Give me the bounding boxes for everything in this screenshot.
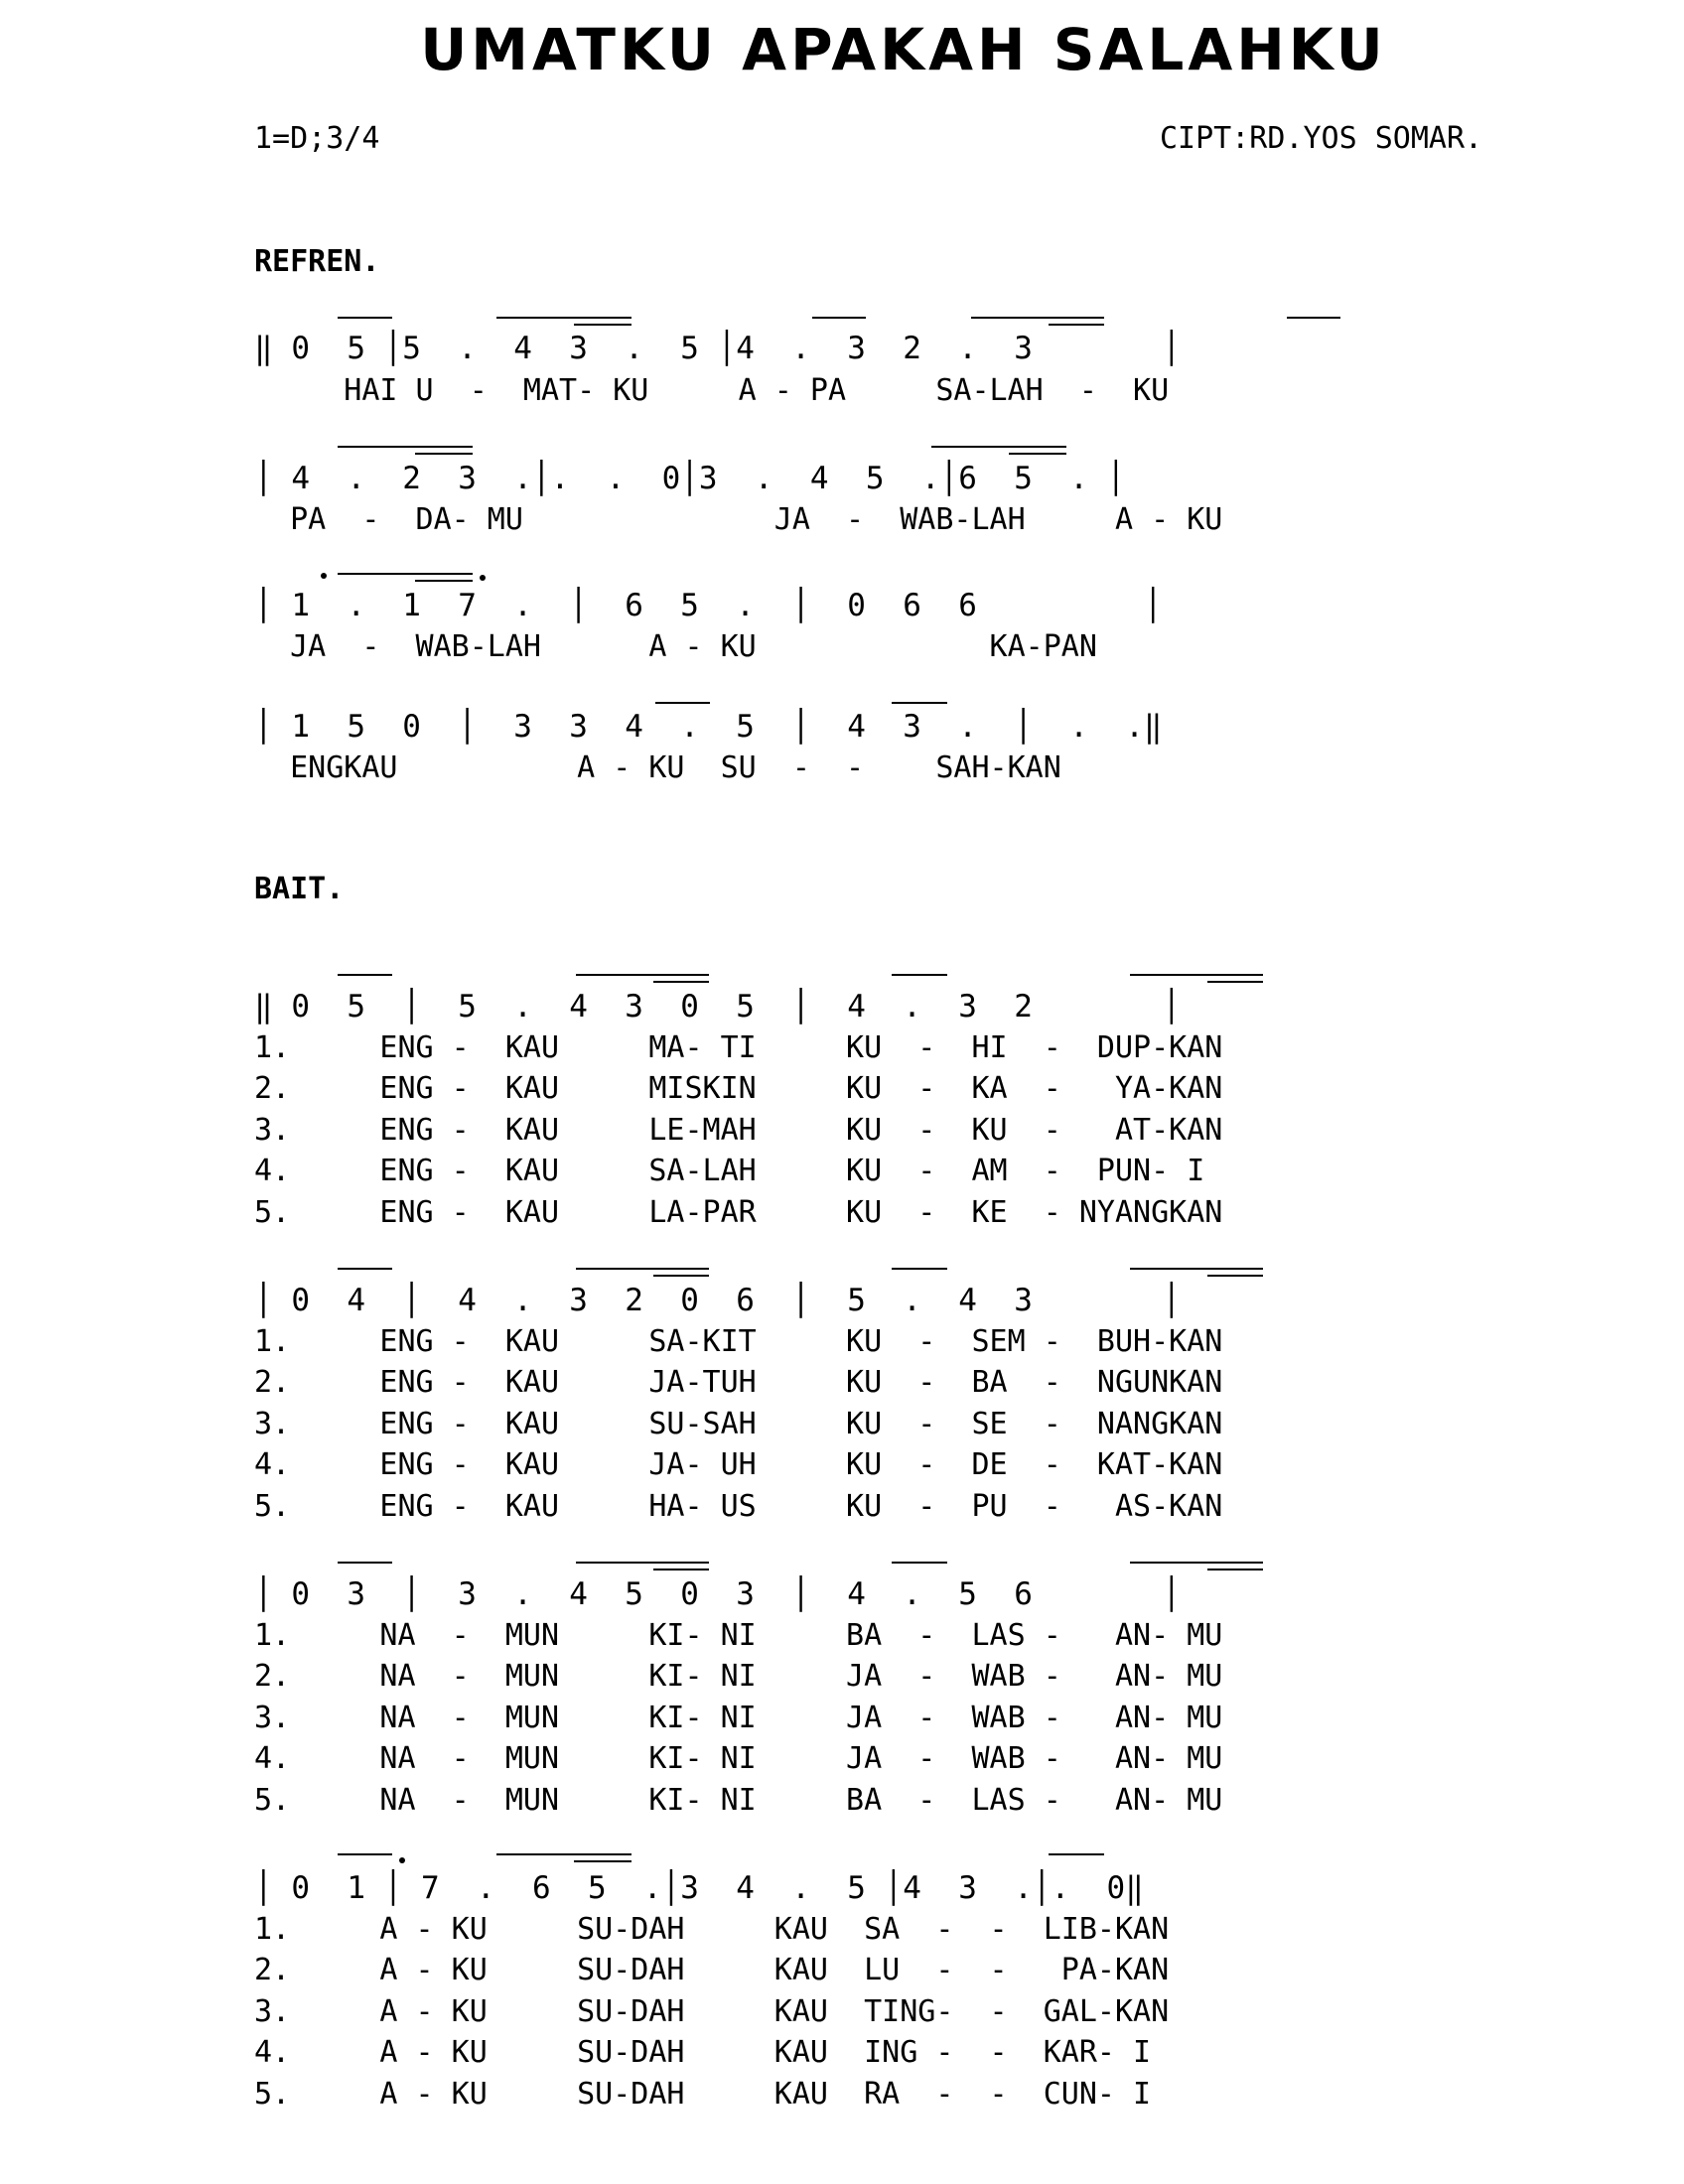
refren-lyrics-row-3: JA - WAB-LAH A - KU KA-PAN [254, 629, 1097, 664]
song-title: UMATKU APAKAH SALAHKU [420, 16, 1387, 83]
bait-lyric-line: 3. A - KU SU-DAH KAU TING- - GAL-KAN [254, 1994, 1170, 2029]
refren-notes-row-3: │ 1 . 1 7 . │ 6 5 . │ 0 6 6 │ [254, 588, 1163, 623]
refren-lyrics-row-1: HAI U - MAT- KU A - PA SA-LAH - KU [254, 373, 1170, 408]
bait-lyric-line: 2. NA - MUN KI- NI JA - WAB - AN- MU [254, 1659, 1223, 1694]
bait-notes-row-3: │ 0 3 │ 3 . 4 5 0 3 │ 4 . 5 6 │ [254, 1576, 1182, 1612]
bait-lyric-line: 1. A - KU SU-DAH KAU SA - - LIB-KAN [254, 1912, 1170, 1947]
bait-lyric-line: 3. NA - MUN KI- NI JA - WAB - AN- MU [254, 1701, 1223, 1735]
bait-lyric-line: 1. ENG - KAU SA-KIT KU - SEM - BUH-KAN [254, 1324, 1223, 1359]
refren-heading: REFREN. [254, 244, 380, 279]
bait-lyric-line: 4. A - KU SU-DAH KAU ING - - KAR- I [254, 2035, 1152, 2070]
bait-notes-row-4: │ 0 1 │ 7 . 6 5 .│3 4 . 5 │4 3 .│. 0‖ [254, 1870, 1144, 1906]
bait-lyric-line: 4. ENG - KAU SA-LAH KU - AM - PUN- I [254, 1154, 1205, 1188]
composer-credit: CIPT:RD.YOS SOMAR. [1160, 121, 1483, 156]
refren-notes-row-1: ‖ 0 5 │5 . 4 3 . 5 │4 . 3 2 . 3 │ [254, 331, 1182, 366]
refren-lyrics-row-2: PA - DA- MU JA - WAB-LAH A - KU [254, 502, 1223, 537]
bait-notes-row-2: │ 0 4 │ 4 . 3 2 0 6 │ 5 . 4 3 │ [254, 1283, 1182, 1318]
bait-lyric-line: 4. ENG - KAU JA- UH KU - DE - KAT-KAN [254, 1447, 1223, 1482]
bait-lyric-line: 5. A - KU SU-DAH KAU RA - - CUN- I [254, 2077, 1152, 2112]
refren-lyrics-row-4: ENGKAU A - KU SU - - SAH-KAN [254, 751, 1061, 785]
bait-lyric-line: 1. ENG - KAU MA- TI KU - HI - DUP-KAN [254, 1030, 1223, 1065]
bait-lyric-line: 5. ENG - KAU LA-PAR KU - KE - NYANGKAN [254, 1195, 1223, 1230]
bait-lyric-line: 2. ENG - KAU JA-TUH KU - BA - NGUNKAN [254, 1365, 1223, 1400]
refren-notes-row-4: │ 1 5 0 │ 3 3 4 . 5 │ 4 3 . │ . .‖ [254, 709, 1163, 745]
key-signature: 1=D;3/4 [254, 121, 380, 156]
bait-heading: BAIT. [254, 872, 345, 906]
bait-lyric-line: 3. ENG - KAU SU-SAH KU - SE - NANGKAN [254, 1407, 1223, 1441]
bait-lyric-line: 2. ENG - KAU MISKIN KU - KA - YA-KAN [254, 1071, 1223, 1106]
bait-lyric-line: 2. A - KU SU-DAH KAU LU - - PA-KAN [254, 1953, 1170, 1987]
bait-lyric-line: 1. NA - MUN KI- NI BA - LAS - AN- MU [254, 1618, 1223, 1653]
dot [321, 573, 327, 579]
bait-lyric-line: 3. ENG - KAU LE-MAH KU - KU - AT-KAN [254, 1113, 1223, 1148]
dot [480, 575, 486, 581]
dot [399, 1857, 405, 1863]
bait-lyric-line: 5. NA - MUN KI- NI BA - LAS - AN- MU [254, 1783, 1223, 1818]
bait-lyric-line: 5. ENG - KAU HA- US KU - PU - AS-KAN [254, 1489, 1223, 1524]
bait-lyric-line: 4. NA - MUN KI- NI JA - WAB - AN- MU [254, 1741, 1223, 1776]
bait-notes-row-1: ‖ 0 5 │ 5 . 4 3 0 5 │ 4 . 3 2 │ [254, 989, 1182, 1024]
refren-notes-row-2: │ 4 . 2 3 .│. . 0│3 . 4 5 .│6 5 . │ [254, 461, 1126, 496]
